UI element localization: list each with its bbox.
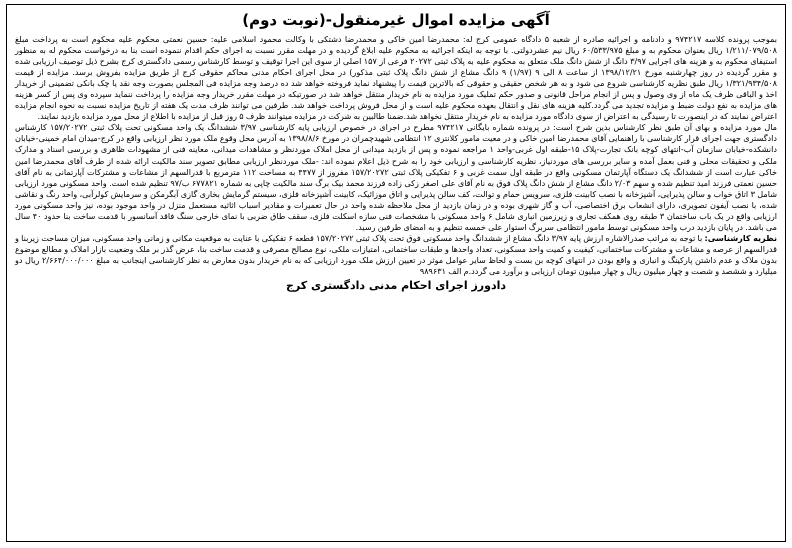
notice-paragraph-3	[15, 233, 777, 277]
expert-opinion-label: نظریه کارشناسی:	[704, 232, 778, 243]
notice-title: آگهی مزایده اموال غیرمنقول-(نوبت دوم)	[242, 11, 550, 29]
notice-paragraph-2: مال مورد مزایده و بهای آن طبق نظر کارشناس بدین شرح است: در پرونده شماره بایگانی ۹۷۴۲۱۷ مطرح در اجرای در خصوص ارزیابی پایه کارشناسی ۳/۹۷ ششدانگ یک واحد مسکونی تحت پلاک ثبتی ۱۵۷/۲۰۲۷۲ کارشناس دادگستری جهت اجرای قرار کارشناسی با راهنمایی آقای محمدرضا امین خاکی و در معیت مامور کلانتری ۱۲ انتظامی شهیدچمران در مورخ ۱۳۹۸/۸/۶ به آدرس محل وقوع ملک مورد نظر ارزیابی واقع در کرج-میدان امام خمینی-خیابان دانشکده-خیابان سازمان آب-انتهای کوچه بانک تجارت-پلاک ۱۵-طبقه اول غربی-واحد ۱ مراجعه نموده و پس از بازدید میدانی از محل املاک موردنظر و مشاهدات میدانی، معاینه فنی از مشهودات ظاهری و بررسی اسناد و مدارک ملکی و تحقیقات محلی و فنی بعمل آمده و سایر بررسی های موردنیاز، نظریه کارشناسی و ارزیابی خود را به شرح ذیل اعلام نموده اند: -ملک موردنظر ارزیابی مطابق تصویر سند مالکیت ارائه شده از طرف آقای محمدرضا امین خاکی عبارت است از ششدانگ یک دستگاه آپارتمان مسکونی واقع در طبقه اول سمت غربی و ۶ تفکیکی پلاک ثبتی ۱۵۷/۲۰۲۷۲ مفروز از ۴۴۷۷ به مساحت ۱۱۲ مترمربع با قدرالسهم از مشاعات و مشترکات آپارتمانی به نام آقای حسین نعمتی فرزند امید تنظیم شده و سهم ۲/۰۳ دانگ مشاع از شش دانگ پلاک فوق به نام آقای علی اصغر زکی زاده فرزند محمد بیک برگ سند مالکیت چاپی به شماره ۶۷۷۸۲۱ ب/۹۷ تنظیم شده است. واحد مسکونی مورد ارزیابی شامل ۳ اتاق خواب و سالن پذیرایی، آشپزخانه با نصب کابینت فلزی، سرویس حمام و توالت، کف سالن پذیرایی و اتاق موزائیک، کابینت آشپزخانه فلزی، سیستم گرمایش بخاری گازی آبگرمکن و سرمایش کولرآبی، واحد رنگ و نقاشی شده، با نصب آیفون تصویری، دارای انشعاب برق اختصاصی، آب و گاز شهری بوده و در زمان بازدید از محل ملاحظه شده واحد در حال تعمیرات و مقادیر اسباب اثاثیه مستعمل منزل در واحد موجود بوده، نیز واحد مسکونی مورد ارزیابی واقع در یک باب ساختمان ۳ طبقه روی همکف تجاری و زیرزمین انباری شامل ۶ واحد مسکونی با مشخصات فنی سازه اسکلت فلزی، سقف طاق ضربی با نمای خارجی سنگ فاقد آسانسور با قدمت ساخت بنا حدود ۴۰ سال می باشد. در پایان بازدید درب واحد مسکونی توسط مامور انتظامی سربرگ استوار علی خمسه تنظیم و به امضای طرفین رسید.	[15, 122, 778, 232]
notice-body	[15, 34, 777, 277]
notice-paragraph-1: بموجب پرونده کلاسه ۹۷۴۲۱۷ و دادنامه و اجرائیه صادره از شعبه ۵ دادگاه عمومی کرج له: محمدرضا امین خاکی و محمدرضا دشتکی با وکالت محمود اسلامی علیه: حسین نعمتی محکوم علیه محکوم است به پرداخت مبلغ ۱/۲۱۱/۰۷۹/۵۰۸ ریال بعنوان محکوم به و مبلغ ۶۰/۵۳۳/۹۷۵ ریال نیم عشردولتی. با توجه به اینکه اجرائیه به محکوم علیه ابلاغ گردیده و در مهلت مقرر نسبت به اجرای حکم اقدام ننموده است بنا به درخواست محکوم له به منظور استیفای محکوم به و هزینه های اجرایی ۳/۹۷ دانگ از شش دانگ ملک متعلق به محکوم علیه به پلاک ثبتی ۲۰۲۷۲ فرعی از ۱۵۷ اصلی از سوی این اجرا توقیف و توسط کارشناس رسمی دادگستری کرج بشرح ذیل توصیف ارزیابی شده و مقرر گردیده در روز چهارشنبه مورخ ۱۳۹۸/۱۲/۲۱ از ساعت ۸ الی ۹ (۱/۹۷) ۹ دانگ مشاع از شش دانگ پلاک ثبتی مذکور) در محل اجرای احکام مدنی محاکم حقوقی کرج از طریق مزایده بفروش برسد. مزایده از قیمت ۱/۳۲۱/۹۳۴/۵۰۸ ریال طبق نظریه کارشناسی شروع می شود و به هر شخص حقیقی و حقوقی که بالاترین قیمت را پیشنهاد نماید فروخته خواهد شد ده درصد وجه مزایده فی المجلس بصورت وجه نقد یا چک بانکی تضمینی از خریدار اخذ و الباقی ظرف یک ماه از وی وصول و پس از انجام مراحل قانونی و صدور حکم تملیک مورد مزایده به نام خریدار منتقل خواهد شد در صورتیکه در مهلت مقرر خریدار وجه مزایده را پرداخت ننماید سپرده وی پس از کسر هزینه های مزایده به نفع دولت ضبط و مزایده تجدید می گردد.کلیه هزینه های نقل و انتقال بعهده محکوم علیه است و از محل فروش پرداخت خواهد شد. طرفین می توانند ظرف مدت یک هفته از تاریخ مزایده نسبت به نحوه انجام مزایده اعتراض نمایند که در اینصورت تا رسیدگی به اعتراض از سوی دادگاه مورد مزایده به نام خریدار منتقل نخواهد شد.ضمنا طالبین به شرکت در مزایده میتوانند ظرف ۵ روز قبل از مزایده با اطلاع از محل مورد مزایده بازدید نمایند.	[15, 34, 778, 122]
notice-frame	[6, 4, 786, 542]
expert-opinion-text: با توجه به مراتب صدرالاشاره ارزش پایه ۳/۹۷ دانگ مشاع از ششدانگ واحد مسکونی فوق تحت پلاک ثبتی ۱۵۷/۲۰۲۷۲ قطعه ۶ تفکیکی با عنایت به موقعیت مکانی و زمانی واحد مسکونی، میزان مساحت زیربنا و قدرالسهم از عرصه و مشاعات و مشترکات ساختمانی، کیفیت و کمیت واحد مسکونی، تعداد واحدها و طبقات ساختمانی، امتیازات ملکی، نوع مصالح مصرفی و قدمت ساخت بنا، عرض گذر بر ملک وضعیت بازار املاک و مطالع موضوع بدون ملاک و عدم داشتن پارکینگ و انباری و واقع بودن در انتهای کوچه بن بست و لحاظ سایر عوامل موثر در تعیین ارزش ملک مورد ارزیابی که به نام خریدار بدون معارض به نظر کارشناسی اینجانب به مبلغ ۲/۶۶۴/۰۰۰/۰۰۰ ریال دو میلیارد و ششصد و شصت و چهار میلیون ریال و چهار میلیون تومان ارزیابی و برآورد می گردد.م الف ۹۸۹۶۳۱	[15, 232, 777, 276]
notice-footer: دادورز اجرای احکام مدنی دادگستری کرج	[285, 279, 507, 293]
